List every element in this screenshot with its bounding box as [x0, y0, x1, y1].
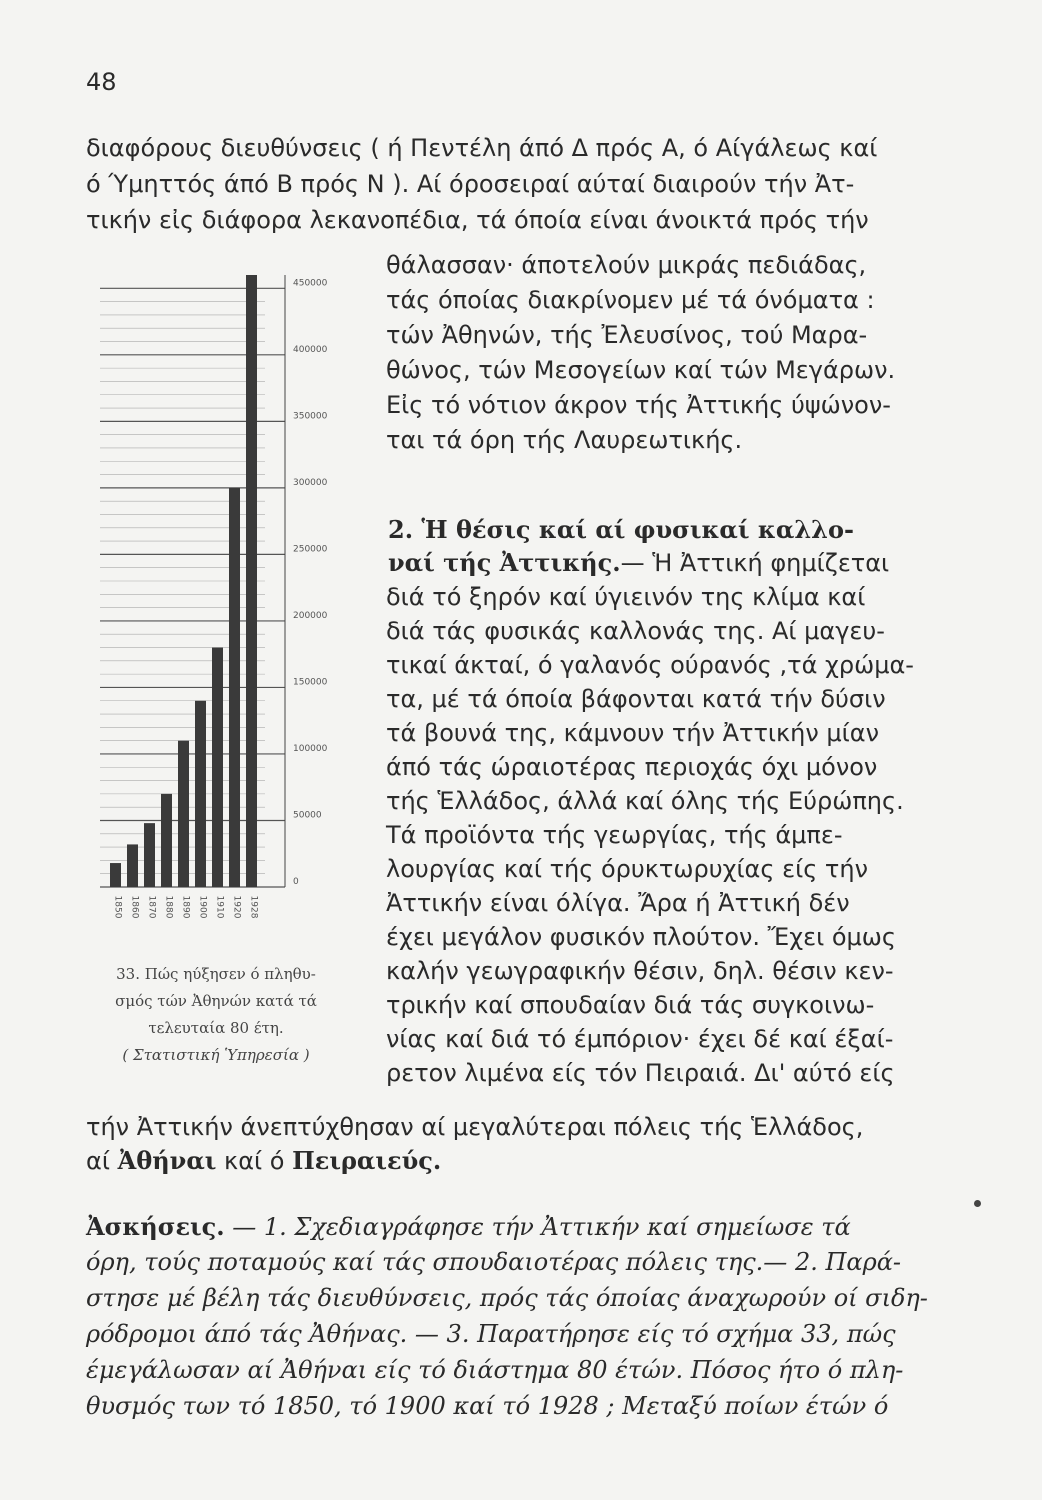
exercises-line-3: ρόδρομοι άπό τάς Ἀθήνας. — 3. Παρατήρησε είς τό σχήμα 33, πώς	[86, 1320, 896, 1348]
right-line-a-1: τάς όποίας διακρίνομεν μέ τά όνόματα :	[386, 286, 875, 314]
top-line-0: διαφόρους διευθύνσεις ( ή Πεντέλη άπό Δ πρός Α, ό Αίγάλεως καί	[86, 134, 878, 162]
bar-1928	[246, 275, 257, 887]
right-line-b-3: τα, μέ τά όποία βάφονται κατά τήν δύσιν	[386, 685, 886, 713]
right-line-b-4: τά βουνά της, κάμνουν τήν Ἀττικήν μίαν	[386, 719, 880, 747]
y-tick-label-1: 50000	[293, 810, 322, 821]
x-tick-label-2: 1870	[146, 895, 157, 919]
right-line-b-0: διά τό ξηρόν καί ύγιεινόν της κλίμα καί	[386, 583, 866, 611]
right-line-b-12: τρικήν καί σπουδαίαν διά τάς συγκοινω-	[386, 991, 875, 1019]
section-heading: 2. Ἡ θέσις καί αί φυσικαί καλλο-	[388, 515, 854, 544]
right-line-b-10: έχει μεγάλον φυσικόν πλούτον. Ἔχει όμως	[386, 923, 896, 951]
bar-1880	[161, 794, 172, 887]
right-line-b-7: Τά προϊόντα τής γεωργίας, τής άμπε-	[386, 821, 843, 849]
x-tick-label-8: 1928	[248, 895, 259, 919]
x-tick-label-7: 1920	[231, 895, 242, 919]
right-line-b-1: διά τάς φυσικάς καλλονάς της. Αί μαγευ-	[386, 617, 885, 645]
section-heading-line2: ναί τής Ἀττικής.— Ἡ Ἀττική φημίζεται	[388, 548, 890, 577]
right-line-b-8: λουργίας καί τής όρυκτωρυχίας είς τήν	[386, 855, 868, 883]
exercises-line-1: όρη, τούς ποταμούς καί τάς σπουδαιοτέρας πόλεις της.— 2. Παρά-	[86, 1248, 902, 1276]
right-line-a-4: Εἰς τό νότιον άκρον τής Ἀττικής ύψώνον-	[386, 391, 891, 419]
y-tick-label-9: 450000	[293, 278, 328, 289]
y-tick-label-6: 300000	[293, 477, 328, 488]
bar-1910	[212, 648, 223, 887]
exercises-line-0: Ἀσκήσεις. — 1. Σχεδιαγράφησε τήν Ἀττικήν καί σημείωσε τά	[86, 1212, 851, 1241]
right-line-b-6: τής Ἑλλάδος, άλλά καί όλης τής Εύρώπης.	[386, 787, 904, 815]
bottom-line-0: τήν Ἀττικήν άνεπτύχθησαν αί μεγαλύτεραι πόλεις τής Ἑλλάδος,	[86, 1113, 864, 1141]
y-tick-label-4: 200000	[293, 610, 328, 621]
caption-line-3: ( Στατιστική Ὑπηρεσία )	[122, 1046, 310, 1064]
bar-1870	[144, 823, 155, 887]
caption-line-1: σμός τών Ἀθηνών κατά τά	[115, 992, 317, 1010]
x-tick-label-0: 1850	[112, 895, 123, 919]
right-line-a-0: θάλασσαν· άποτελούν μικράς πεδιάδας,	[386, 251, 867, 279]
right-line-b-2: τικαί άκταί, ό γαλανός ούρανός ,τά χρώμα-	[386, 651, 914, 679]
exercises-line-4: έμεγάλωσαν αί Ἀθήναι είς τό διάστημα 80 έτών. Πόσος ήτο ό πλη-	[86, 1356, 904, 1384]
y-tick-label-5: 250000	[293, 544, 328, 555]
x-tick-label-4: 1890	[180, 895, 191, 919]
right-line-b-11: καλήν γεωγραφικήν θέσιν, δηλ. θέσιν κεν-	[386, 957, 894, 985]
bar-1890	[178, 741, 189, 887]
bar-1860	[127, 844, 138, 887]
bar-1920	[229, 488, 240, 887]
y-tick-label-0: 0	[293, 877, 299, 887]
right-line-a-5: ται τά όρη τής Λαυρεωτικής.	[386, 426, 743, 454]
margin-mark	[974, 1200, 981, 1207]
top-line-2: τικήν εἰς διάφορα λεκανοπέδια, τά όποία είναι άνοικτά πρός τήν	[86, 206, 869, 234]
right-line-b-13: νίας καί διά τό έμπόριον· έχει δέ καί έξαί-	[386, 1025, 894, 1053]
right-line-b-9: Ἀττικήν είναι όλίγα. Ἄρα ή Ἀττική δέν	[386, 889, 850, 917]
bar-1900	[195, 701, 206, 887]
right-line-a-3: θώνος, τών Μεσογείων καί τών Μεγάρων.	[386, 356, 896, 384]
exercises-line-2: στησε μέ βέλη τάς διευθύνσεις, πρός τάς όποίας άναχωρούν οί σιδη-	[86, 1284, 928, 1312]
caption-line-0: 33. Πώς ηύξησεν ό πληθυ-	[116, 965, 316, 983]
x-tick-label-1: 1860	[129, 895, 140, 919]
x-tick-label-5: 1900	[197, 895, 208, 919]
caption-line-2: τελευταία 80 έτη.	[148, 1019, 284, 1037]
x-tick-label-3: 1880	[163, 895, 174, 919]
top-line-1: ό Ύμηττός άπό Β πρός Ν ). Αί όροσειραί αύταί διαιρούν τήν Ἀτ-	[86, 170, 855, 198]
right-line-a-2: τών Ἀθηνών, τής Ἐλευσίνος, τού Μαρα-	[386, 321, 868, 349]
x-tick-label-6: 1910	[214, 895, 225, 919]
right-line-b-5: άπό τάς ώραιοτέρας περιοχάς όχι μόνον	[386, 753, 878, 781]
y-tick-label-2: 100000	[293, 743, 328, 754]
y-tick-label-7: 350000	[293, 411, 328, 422]
y-tick-label-8: 400000	[293, 344, 328, 355]
page-number: 48	[86, 68, 117, 96]
exercises-line-5: θυσμός των τό 1850, τό 1900 καί τό 1928 ; Μεταξύ ποίων έτών ό	[86, 1392, 889, 1420]
right-line-b-14: ρετον λιμένα είς τόν Πειραιά. Δι' αύτό είς	[386, 1059, 895, 1087]
final-line: αί Ἀθήναι καί ό Πειραιεύς.	[86, 1146, 442, 1175]
bar-1850	[110, 863, 121, 887]
population-chart	[80, 255, 370, 955]
y-tick-label-3: 150000	[293, 677, 328, 688]
